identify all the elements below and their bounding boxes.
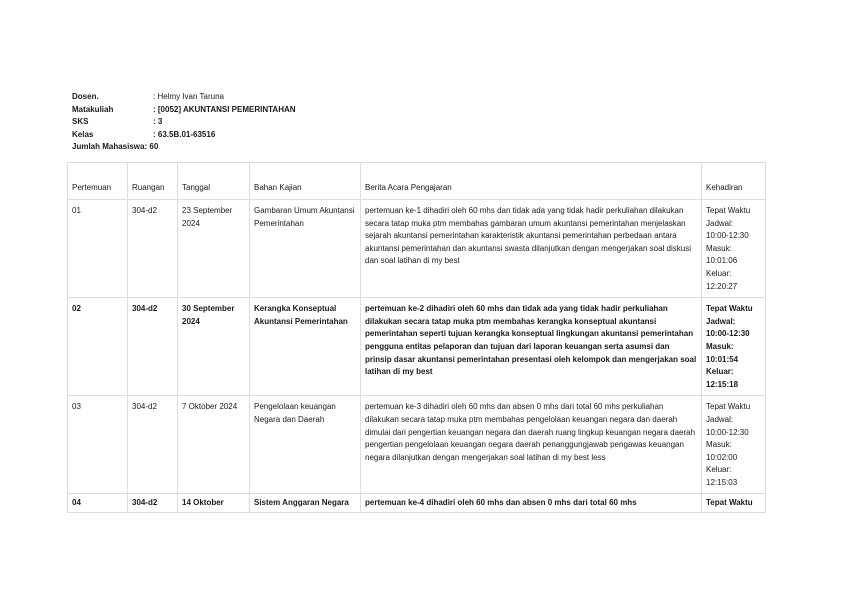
cell-bahan-kajian: Kerangka Konseptual Akuntansi Pemerintahan xyxy=(250,298,361,396)
kehadiran-masuk-value: 10:02:00 xyxy=(706,452,738,462)
kehadiran-jadwal-label: Jadwal: xyxy=(706,218,734,228)
header-ruangan: Ruangan xyxy=(128,163,178,200)
dosen-label: Dosen. xyxy=(72,92,99,101)
cell-kehadiran xyxy=(702,494,766,513)
kehadiran-masuk-label: Masuk: xyxy=(706,440,732,450)
kehadiran-masuk-value: 10:01:06 xyxy=(706,256,738,266)
cell-ruangan: 304-d2 xyxy=(128,298,178,396)
cell-bahan-kajian: Sistem Anggaran Negara xyxy=(250,494,361,513)
cell-bahan-kajian: Gambaran Umum Akuntansi Pemerintahan xyxy=(250,200,361,298)
cell-kehadiran xyxy=(702,396,766,494)
sks-label: SKS xyxy=(72,117,89,127)
header-pertemuan: Pertemuan xyxy=(68,163,128,200)
kehadiran-masuk-label: Masuk: xyxy=(706,243,732,253)
sks-value: : 3 xyxy=(153,117,163,127)
cell-tanggal: 23 September 2024 xyxy=(178,200,250,298)
kelas-value: : 63.5B.01-63516 xyxy=(153,129,216,139)
sks-row xyxy=(72,116,296,129)
kehadiran-masuk-label: Masuk: xyxy=(706,341,734,351)
matakuliah-row xyxy=(72,104,296,117)
cell-ruangan: 304-d2 xyxy=(128,494,178,513)
kehadiran-keluar-label: Keluar: xyxy=(706,367,734,377)
kehadiran-jadwal-value: 10:00-12:30 xyxy=(706,427,749,437)
cell-berita-acara: pertemuan ke-2 dihadiri oleh 60 mhs dan tidak ada yang tidak hadir perkuliahan dilakukan secara tatap muka ptm membahas kerangka konseptual akuntansi pemerintahan seperti tujuan kerangka konseptual lingkungan akuntansi pemerintahan pengguna entitas pelaporan dan tujuan dari laporan keuangan serta asumsi dan prinsip dasar akuntansi pemerintahan presentasi oleh kelompok dan mengerjakan soal latihan di my best xyxy=(361,298,702,396)
kehadiran-jadwal-label: Jadwal: xyxy=(706,414,734,424)
kehadiran-jadwal-label: Jadwal: xyxy=(706,316,736,326)
kehadiran-jadwal-value: 10:00-12:30 xyxy=(706,231,749,241)
kehadiran-jadwal-value: 10:00-12:30 xyxy=(706,329,750,339)
kehadiran-keluar-label: Keluar: xyxy=(706,465,732,475)
cell-berita-acara: pertemuan ke-1 dihadiri oleh 60 mhs dan tidak ada yang tidak hadir perkuliahan dilakukan secara tatap muka ptm membahas gambaran umum akuntansi pemerintahan menjelaskan sejarah akuntansi pemerintahan karakteristik akuntansi pemerintahan perbedaan antara akuntansi pemerintahan dan akuntansi swasta dilanjutkan dengan mengerjakan soal diskusi dan soal latihan di my best xyxy=(361,200,702,298)
cell-tanggal: 30 September 2024 xyxy=(178,298,250,396)
table-row xyxy=(68,200,766,298)
dosen-value: : Helmy Ivan Taruna xyxy=(153,92,224,101)
table-header-row xyxy=(68,163,766,200)
cell-pertemuan: 03 xyxy=(68,396,128,494)
cell-berita-acara: pertemuan ke-4 dihadiri oleh 60 mhs dan absen 0 mhs dari total 60 mhs xyxy=(361,494,702,513)
table-row xyxy=(68,298,766,396)
cell-kehadiran xyxy=(702,298,766,396)
cell-pertemuan: 01 xyxy=(68,200,128,298)
kehadiran-keluar-value: 12:15:18 xyxy=(706,379,739,389)
jumlah-mahasiswa-row xyxy=(72,141,296,154)
kehadiran-status: Tepat Waktu xyxy=(706,304,753,314)
header-bahan-kajian: Bahan Kajian xyxy=(250,163,361,200)
kehadiran-keluar-label: Keluar: xyxy=(706,268,732,278)
kehadiran-status: Tepat Waktu xyxy=(706,498,753,508)
jumlah-mahasiswa-label: Jumlah Mahasiswa xyxy=(72,142,145,152)
kelas-row xyxy=(72,129,296,142)
kehadiran-masuk-value: 10:01:54 xyxy=(706,354,739,364)
table-row xyxy=(68,494,766,513)
header-tanggal: Tanggal xyxy=(178,163,250,200)
cell-bahan-kajian: Pengelolaan keuangan Negara dan Daerah xyxy=(250,396,361,494)
header-kehadiran: Kehadiran xyxy=(702,163,766,200)
kehadiran-status: Tepat Waktu xyxy=(706,402,751,412)
kelas-label: Kelas xyxy=(72,129,94,139)
cell-pertemuan: 02 xyxy=(68,298,128,396)
matakuliah-label: Matakuliah xyxy=(72,104,114,114)
cell-tanggal: 14 Oktober xyxy=(178,494,250,513)
cell-pertemuan: 04 xyxy=(68,494,128,513)
kehadiran-keluar-value: 12:15:03 xyxy=(706,477,738,487)
cell-berita-acara: pertemuan ke-3 dihadiri oleh 60 mhs dan absen 0 mhs dari total 60 mhs perkuliahan dilakukan secara tatap muka ptm membahas pengelolaan keuangan negara dan daerah dimulai dari pengertian keuangan negara dan daerah ruang lingkup keuangan negara daerah pengertian pengelolaan keuangan negara daerah penanggungjawab pengawas keuangan negara dilanjutkan dengan mengerjakan soal latihan di my best less xyxy=(361,396,702,494)
attendance-table xyxy=(67,162,766,513)
cell-kehadiran xyxy=(702,200,766,298)
jumlah-mahasiswa-value: : 60 xyxy=(144,142,159,152)
header-berita-acara: Berita Acara Pengajaran xyxy=(361,163,702,200)
matakuliah-value: : [0052] AKUNTANSI PEMERINTAHAN xyxy=(153,104,296,114)
dosen-row xyxy=(72,91,296,104)
cell-ruangan: 304-d2 xyxy=(128,200,178,298)
course-info xyxy=(72,91,296,154)
kehadiran-keluar-value: 12:20:27 xyxy=(706,281,738,291)
cell-ruangan: 304-d2 xyxy=(128,396,178,494)
kehadiran-status: Tepat Waktu xyxy=(706,206,751,215)
table-row xyxy=(68,396,766,494)
cell-tanggal: 7 Oktober 2024 xyxy=(178,396,250,494)
